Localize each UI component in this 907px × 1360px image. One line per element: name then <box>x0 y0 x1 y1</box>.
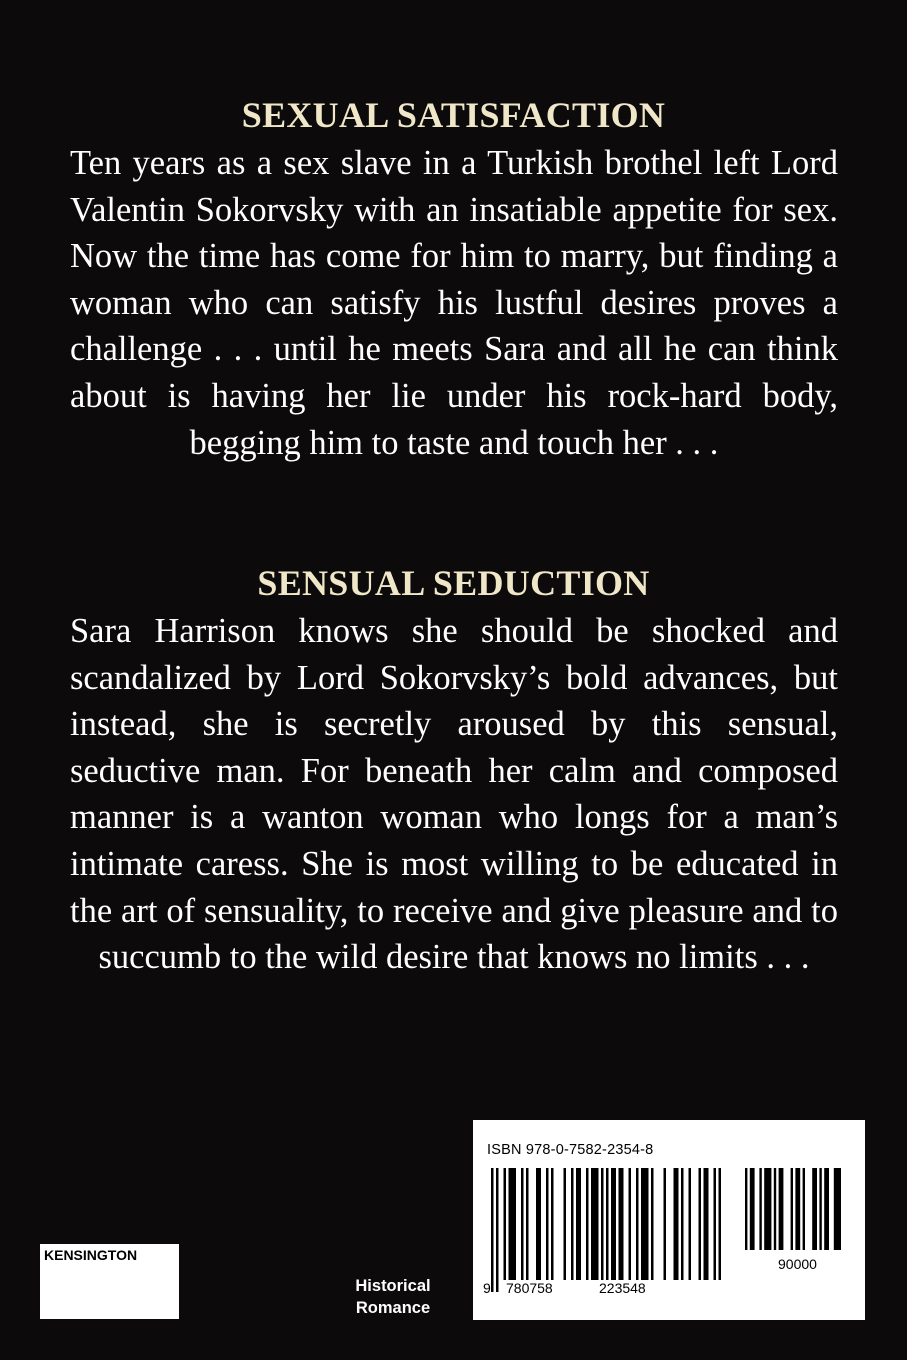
section-heading-sexual-satisfaction: SEXUAL SATISFACTION <box>241 95 666 135</box>
barcode-bar <box>611 1168 616 1280</box>
barcode-bar <box>819 1168 821 1250</box>
barcode-panel <box>473 1120 865 1320</box>
genre-line-1: Historical <box>355 1277 431 1295</box>
barcode-bar <box>779 1168 784 1250</box>
barcode-bar <box>681 1168 684 1280</box>
barcode-bar <box>564 1168 567 1280</box>
barcode-bar <box>699 1168 702 1280</box>
barcode-lead-digit: 9 <box>483 1280 491 1296</box>
barcode-bar <box>745 1168 747 1250</box>
barcode-bar <box>714 1168 717 1280</box>
barcode-bar <box>795 1168 800 1250</box>
barcode-bar <box>536 1168 541 1280</box>
barcode-bar <box>504 1168 507 1280</box>
barcode-bar <box>774 1168 776 1250</box>
addon-barcode-bars <box>745 1168 841 1268</box>
barcode-bar <box>571 1168 574 1280</box>
barcode-bar <box>704 1168 709 1280</box>
barcode-bar <box>546 1168 549 1280</box>
isbn-text: ISBN 978-0-7582-2354-8 <box>487 1142 654 1158</box>
barcode-bar <box>764 1168 771 1250</box>
barcode-bar <box>521 1168 524 1280</box>
publisher-logo <box>40 1244 179 1319</box>
barcode-bar <box>636 1168 639 1280</box>
barcode-bar <box>591 1168 599 1280</box>
barcode-bar <box>509 1168 517 1280</box>
barcode-bar <box>619 1168 624 1280</box>
barcode-bar <box>824 1168 829 1250</box>
section-heading-sensual-seduction: SENSUAL SEDUCTION <box>257 563 650 603</box>
barcode-bar <box>674 1168 679 1280</box>
barcode-bar <box>834 1168 841 1250</box>
publisher-name: KENSINGTON <box>44 1247 138 1263</box>
barcode-bar <box>526 1168 529 1280</box>
barcode-bar <box>576 1168 581 1280</box>
genre-line-2: Romance <box>355 1299 431 1317</box>
section-body-sexual-satisfaction: Ten years as a sex slave in a Turkish brothel left Lord Valentin Sokorvsky with an insatiable appetite for sex. Now the time has come for him to marry, but finding a woman who can satisfy his lustful desires proves a challenge . . . until he meets Sara and all he can think about is having her lie under his rock-hard body, begging him to taste and touch her . . . <box>70 144 838 462</box>
barcode-bar <box>664 1168 667 1280</box>
main-barcode-bars <box>491 1168 737 1294</box>
barcode-bar <box>606 1168 609 1280</box>
barcode-bar <box>803 1168 805 1250</box>
barcode-bar <box>689 1168 692 1280</box>
barcode-addon-digits: 90000 <box>778 1256 817 1272</box>
barcode-bar <box>750 1168 755 1250</box>
barcode-bar <box>641 1168 649 1280</box>
genre-label <box>338 1275 448 1319</box>
barcode-bar <box>651 1168 654 1280</box>
barcode-bar <box>759 1168 761 1250</box>
barcode-bar <box>629 1168 632 1280</box>
barcode-bar <box>551 1168 554 1280</box>
barcode-right-digits: 223548 <box>599 1280 646 1296</box>
barcode-bar <box>719 1168 722 1280</box>
barcode-bar <box>586 1168 589 1280</box>
barcode-left-digits: 780758 <box>506 1280 553 1296</box>
section-body-sensual-seduction: Sara Harrison knows she should be shocked and scandalized by Lord Sokorvsky’s bold advances, but instead, she is secretly aroused by this sensual, seductive man. For beneath her calm and composed manner is a wanton woman who longs for a man’s intimate caress. She is most willing to be educated in the art of sensuality, to receive and give pleasure and to succumb to the wild desire that knows no limits . . . <box>70 612 838 977</box>
barcode-bar <box>491 1168 494 1292</box>
barcode-bar <box>496 1168 499 1292</box>
barcode-bar <box>791 1168 793 1250</box>
barcode-bar <box>601 1168 604 1280</box>
barcode-bar <box>812 1168 817 1250</box>
